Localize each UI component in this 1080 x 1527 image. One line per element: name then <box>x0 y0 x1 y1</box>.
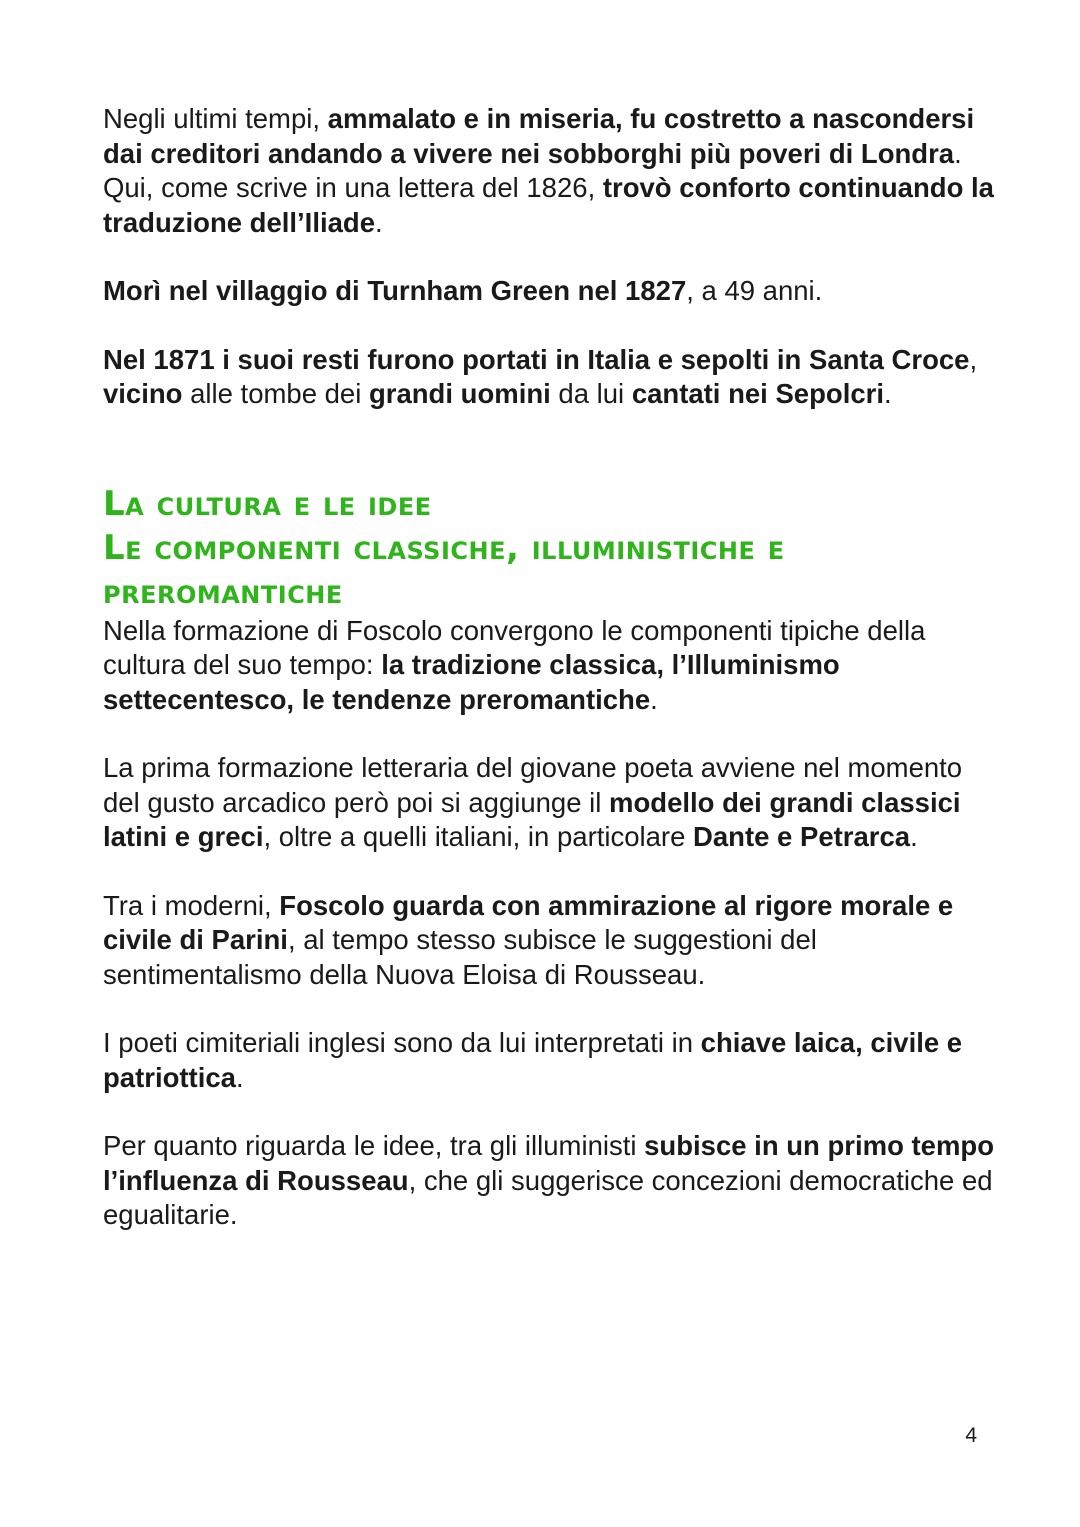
paragraph-moderns: Tra i moderni, Foscolo guarda con ammirazione al rigore morale e civile di Parini, al tempo stesso subisce le suggestioni del sentimentalismo della Nuova Eloisa di Rousseau. <box>103 889 954 990</box>
paragraph-death: Morì nel villaggio di Turnham Green nel 1827, a 49 anni. <box>103 275 823 306</box>
spacer <box>103 855 1003 889</box>
section-heading <box>103 482 1003 614</box>
paragraph-remains: Nel 1871 i suoi resti furono portati in Italia e sepolti in Santa Croce, vicino alle tombe dei grandi uomini da lui cantati nei Sepolcri. <box>103 343 978 409</box>
paragraph-letter-1826: Qui, come scrive in una lettera del 1826, trovò conforto continuando la traduzione dell’Iliade. <box>103 172 994 238</box>
spacer <box>103 309 1003 343</box>
paragraph-literary-formation: La prima formazione letteraria del giovane poeta avviene nel momento del gusto arcadico però poi si aggiunge il modello dei grandi classici latini e greci, oltre a quelli italiani, in particolare Dante e Petrarca. <box>103 752 963 852</box>
spacer <box>103 717 1003 751</box>
paragraph-cemetery-poets: I poeti cimiteriali inglesi sono da lui interpretati in chiave laica, civile e patriottica. <box>103 1027 963 1093</box>
spacer <box>103 240 1003 274</box>
paragraph-last-years: Negli ultimi tempi, ammalato e in miseria, fu costretto a nascondersi dai creditori andando a vivere nei sobborghi più poveri di Londra. <box>103 103 975 169</box>
spacer <box>103 992 1003 1026</box>
page-number: 4 <box>965 1424 977 1447</box>
spacer <box>103 412 1003 482</box>
document-page <box>103 102 1003 1233</box>
paragraph-ideas: Per quanto riguarda le idee, tra gli illuministi subisce in un primo tempo l’influenza di Rousseau, che gli suggerisce concezioni democratiche ed egualitarie. <box>103 1130 995 1230</box>
heading-components: Le componenti classiche, illuministiche e preromantiche <box>103 527 785 612</box>
spacer <box>103 1095 1003 1129</box>
paragraph-formation: Nella formazione di Foscolo convergono le componenti tipiche della cultura del suo tempo: la tradizione classica, l’Illuminismo settecentesco, le tendenze preromantiche. <box>103 614 926 715</box>
heading-culture-ideas: La cultura e le idee <box>103 483 432 524</box>
